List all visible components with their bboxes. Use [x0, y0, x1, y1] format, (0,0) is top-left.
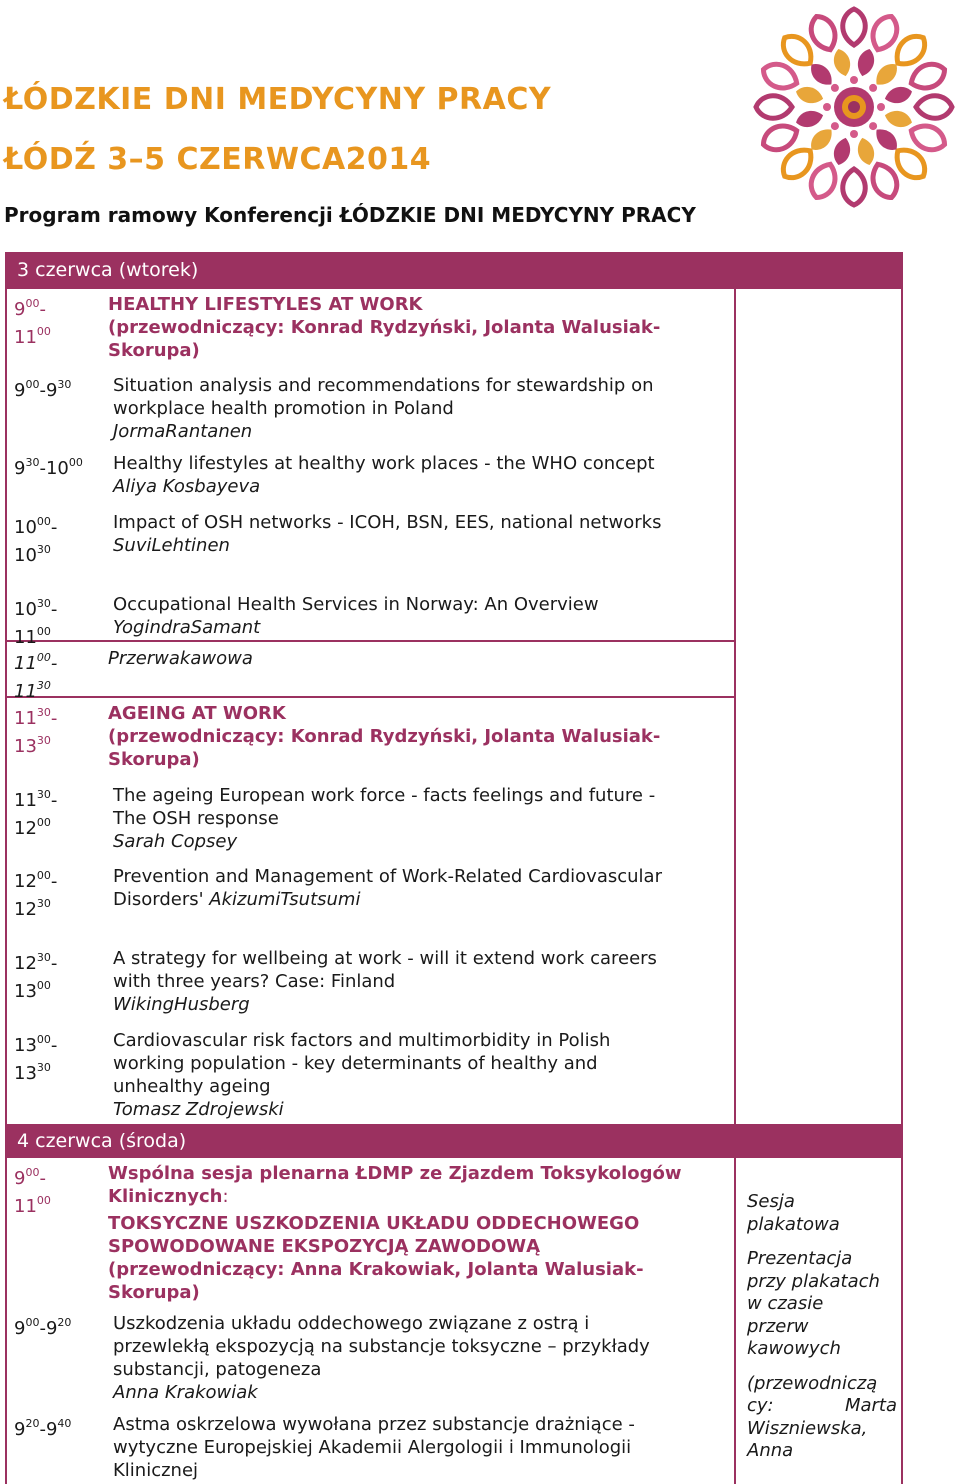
talk: Cardiovascular risk factors and multimorbidity in Polish working population - key determinants of healthy and unhealthy ageing Tomasz Zdrojewski [113, 1030, 611, 1120]
talk: Healthy lifestyles at healthy work places - the WHO concept Aliya Kosbayeva [113, 453, 655, 497]
mid-border [734, 288, 736, 1484]
talk: Occupational Health Services in Norway: An Overview YogindraSamant [113, 594, 599, 638]
talk: A strategy for wellbeing at work - will it extend work careers with three years? Case: Finland WikingHusberg [113, 948, 657, 1015]
session-title: HEALTHY LIFESTYLES AT WORK (przewodniczący: Konrad Rydzyński, Jolanta Walusiak- Skorupa) [108, 294, 661, 361]
conference-dates: ŁÓDŹ 3–5 CZERWCA2014 [4, 142, 432, 177]
right-border [901, 288, 903, 1484]
left-border [5, 288, 7, 1484]
talk-time: $9^{00}-9^{30}$ [14, 378, 72, 401]
session-title: Wspólna sesja plenarna ŁDMP ze Zjazdem Toksykologów Klinicznych: TOKSYCZNE USZKODZENIA UKŁADU ODDECHOWEGO SPOWODOWANE EKSPOZYCJĄ ZAWODOWĄ (przewodniczący: Anna Krakowiak, Jolanta Walusiak- Skorupa) [108, 1163, 682, 1303]
day-header-wednesday: 4 czerwca (środa) [5, 1124, 903, 1158]
talk: Impact of OSH networks - ICOH, BSN, EES, national networks SuviLehtinen [113, 512, 662, 556]
talk-time: $12^{00}-$ $12^{30}$ [14, 869, 58, 920]
session-title: AGEING AT WORK (przewodniczący: Konrad Rydzyński, Jolanta Walusiak- Skorupa) [108, 703, 661, 770]
flower-logo [752, 4, 956, 210]
coffee-break: Przerwakawowa [108, 648, 253, 669]
talk-time: $9^{20}-9^{40}$ [14, 1417, 72, 1440]
poster-session-note: Sesja plakatowa Prezentacja przy plakatach w czasie przerw kawowych (przewodniczą cy: Marta Wiszniewska, Anna [747, 1191, 897, 1461]
session-time: $9^{00}-$ $11^{00}$ [14, 297, 51, 348]
divider [5, 696, 736, 698]
talk: Astma oskrzelowa wywołana przez substancje drażniące - wytyczne Europejskiej Akademii Alergologii i Immunologii Klinicznej [113, 1414, 635, 1481]
program-subtitle: Program ramowy Konferencji ŁÓDZKIE DNI MEDYCYNY PRACY [4, 203, 696, 227]
day-header-tuesday: 3 czerwca (wtorek) [5, 252, 903, 289]
session-time: $9^{00}-$ $11^{00}$ [14, 1166, 51, 1217]
talk-time: $9^{30}-10^{00}$ [14, 456, 83, 479]
talk-time: $13^{00}-$ $13^{30}$ [14, 1033, 58, 1084]
talk-time: $10^{00}-$ $10^{30}$ [14, 515, 58, 566]
talk-time: $9^{00}-9^{20}$ [14, 1316, 72, 1339]
talk: Uszkodzenia układu oddechowego związane z ostrą i przewlekłą ekspozycją na substancje toksyczne – przykłady substancji, patogeneza Anna Krakowiak [113, 1313, 650, 1403]
talk-time: $10^{30}-$ $11^{00}$ [14, 597, 58, 648]
talk: The ageing European work force - facts feelings and future - The OSH response Sarah Copsey [113, 785, 656, 852]
talk-time: $11^{30}-$ $12^{00}$ [14, 788, 58, 839]
talk: Prevention and Management of Work-Related Cardiovascular Disorders' AkizumiTsutsumi [113, 866, 662, 910]
talk-time: $12^{30}-$ $13^{00}$ [14, 951, 58, 1002]
conference-title: ŁÓDZKIE DNI MEDYCYNY PRACY [4, 82, 552, 117]
divider [5, 640, 736, 642]
session-time: $11^{30}-$ $13^{30}$ [14, 706, 58, 757]
talk: Situation analysis and recommendations for stewardship on workplace health promotion in Poland JormaRantanen [113, 375, 654, 442]
break-time: $11^{00}-$ $11^{30}$ [14, 651, 58, 702]
